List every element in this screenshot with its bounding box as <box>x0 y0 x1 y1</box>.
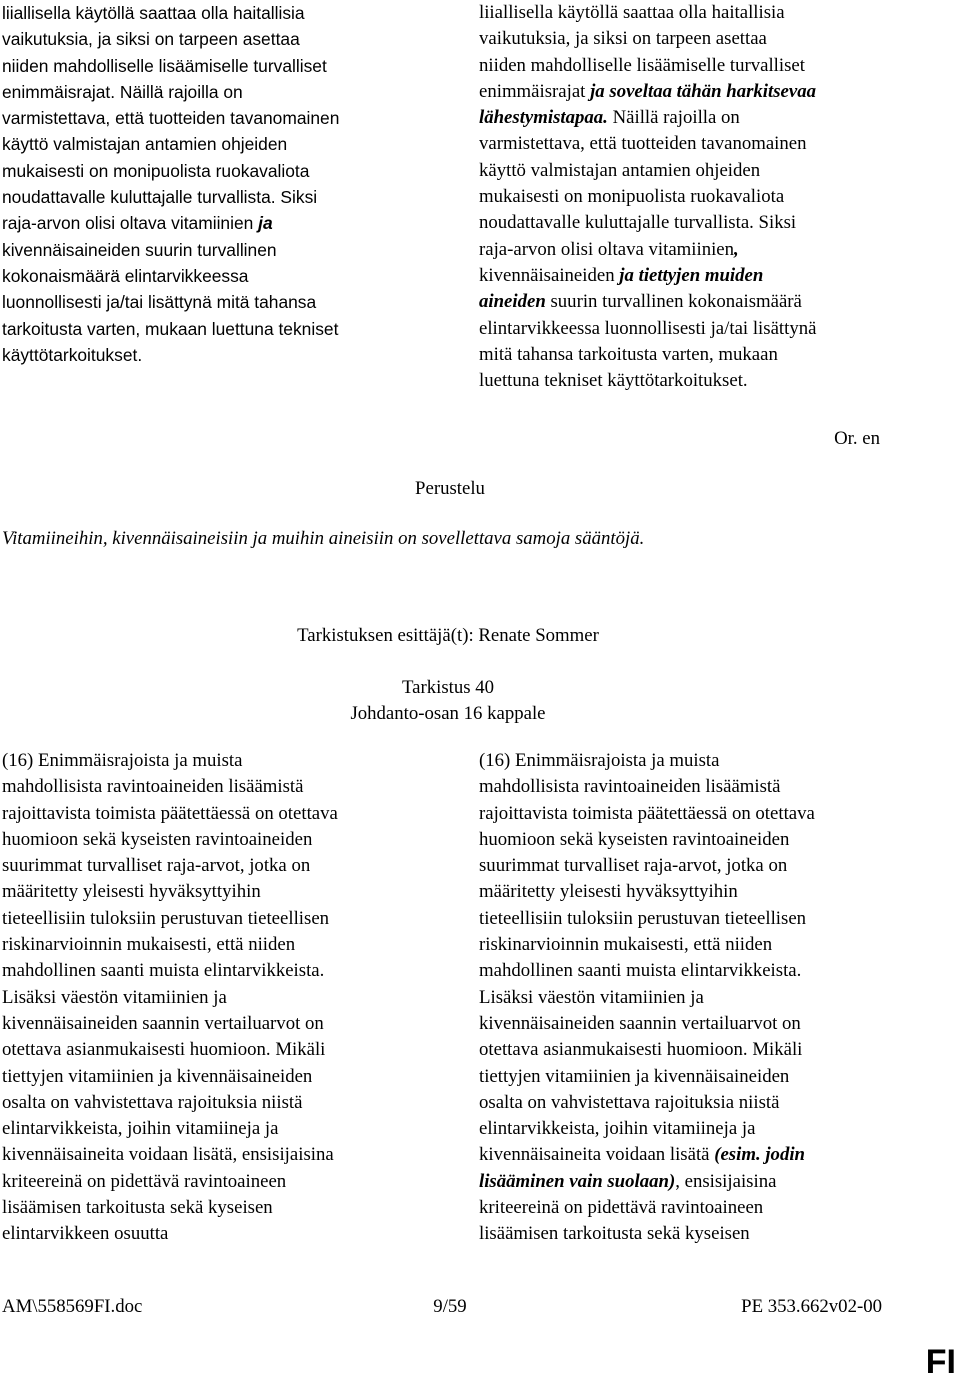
text-line: määritetty yleisesti hyväksyttyihin <box>479 881 738 903</box>
text-line: huomioon sekä kyseisten ravintoaineiden <box>479 828 790 850</box>
text-line: osalta on vahvistettava rajoituksia niistä <box>2 1091 303 1113</box>
emphasis-text: lähestymistapaa. <box>479 107 608 129</box>
text-line: noudattavalle kuluttajalle turvallista. Siksi <box>479 212 797 234</box>
text-line: suurin turvallinen kokonaismäärä <box>545 291 802 313</box>
text-line: Näillä rajoilla on <box>607 107 740 129</box>
text-line: elintarvikkeista, joihin vitamiineja ja <box>479 1118 756 1140</box>
text-line: määritetty yleisesti hyväksyttyihin <box>2 881 261 903</box>
text-line: mukaisesti on monipuolista ruokavaliota <box>2 160 310 181</box>
text-line: lisäämisen tarkoitusta sekä kyseisen <box>479 1223 750 1245</box>
text-line: otettava asianmukaisesti huomioon. Mikäli <box>2 1039 326 1061</box>
text-line: kriteereinä on pidettävä ravintoaineen <box>2 1170 287 1192</box>
text-line: rajoittavista toimista päätettäessä on otettava <box>2 802 338 824</box>
text-line: kivennäisaineiden saannin vertailuarvot on <box>479 1012 801 1034</box>
justification-heading: Perustelu <box>415 478 485 499</box>
top-right-amended-text <box>479 0 919 394</box>
text-line: (16) Enimmäisrajoista ja muista <box>479 750 720 771</box>
text-line: varmistettava, että tuotteiden tavanomainen <box>479 133 807 155</box>
text-line: riskinarvioinnin mukaisesti, että niiden <box>2 934 296 956</box>
emphasis-text: ja soveltaa tähän harkitsevaa <box>590 80 817 102</box>
text-line: luettuna tekniset käyttötarkoitukset. <box>479 370 748 392</box>
text-line: liiallisella käytöllä saattaa olla haitallisia <box>479 2 785 23</box>
text-line: elintarvikkeen osuutta <box>2 1223 169 1245</box>
amendment-recital: Johdanto-osan 16 kappale <box>350 703 546 724</box>
amendment-number: Tarkistus 40 <box>401 677 495 698</box>
footer-page-number: 9/59 <box>433 1296 467 1317</box>
top-left-original-text <box>2 0 442 368</box>
text-line: raja-arvon olisi oltava vitamiinien <box>2 213 259 234</box>
text-line: Lisäksi väestön vitamiinien ja <box>2 986 227 1008</box>
footer-pe-reference: PE 353.662v02-00 <box>741 1296 882 1317</box>
text-line: käyttötarkoitukset. <box>2 344 143 365</box>
text-line: kivennäisaineiden suurin turvallinen <box>2 239 277 260</box>
text-line: kivennäisaineita voidaan lisätä, ensisijaisina <box>2 1144 334 1166</box>
text-line: mitä tahansa tarkoitusta varten, mukaan <box>479 343 778 365</box>
text-line: tieteellisiin tuloksiin perustuvan tieteellisen <box>479 907 807 929</box>
text-line: huomioon sekä kyseisten ravintoaineiden <box>2 828 313 850</box>
text-line: (16) Enimmäisrajoista ja muista <box>2 750 243 771</box>
text-line: , ensisijaisina <box>675 1170 777 1192</box>
emphasis-text: , <box>734 238 739 260</box>
text-line: osalta on vahvistettava rajoituksia niistä <box>479 1091 780 1113</box>
text-line: suurimmat turvalliset raja-arvot, jotka on <box>479 855 788 877</box>
text-line: enimmäisrajat. Näillä rajoilla on <box>2 81 243 102</box>
text-line: varmistettava, että tuotteiden tavanomainen <box>2 108 340 129</box>
bottom-right-amended-text <box>479 748 919 1248</box>
text-line: kokonaismäärä elintarvikkeessa <box>2 265 249 286</box>
emphasis-text: ja <box>258 213 273 234</box>
text-line: mahdollinen saanti muista elintarvikkeista. <box>479 960 802 982</box>
text-line: vaikutuksia, ja siksi on tarpeen asettaa <box>479 28 767 50</box>
text-line: tiettyjen vitamiinien ja kivennäisaineiden <box>479 1065 790 1087</box>
text-line: riskinarvioinnin mukaisesti, että niiden <box>479 934 773 956</box>
text-line: mahdollisista ravintoaineiden lisäämistä <box>2 776 304 798</box>
text-line: tieteellisiin tuloksiin perustuvan tieteellisen <box>2 907 330 929</box>
text-line: käyttö valmistajan antamien ohjeiden <box>479 159 761 181</box>
text-line: elintarvikkeessa luonnollisesti ja/tai lisättynä <box>479 317 817 339</box>
text-line: liiallisella käytöllä saattaa olla haitallisia <box>2 3 305 23</box>
bottom-left-original-text <box>2 748 442 1248</box>
text-line: niiden mahdolliselle lisäämiselle turvalliset <box>2 55 327 76</box>
text-line: kriteereinä on pidettävä ravintoaineen <box>479 1197 764 1219</box>
text-line: niiden mahdolliselle lisäämiselle turvalliset <box>479 54 805 76</box>
text-line: kivennäisaineita voidaan lisätä <box>479 1144 715 1166</box>
text-line: vaikutuksia, ja siksi on tarpeen asettaa <box>2 29 300 50</box>
text-line: otettava asianmukaisesti huomioon. Mikäli <box>479 1039 803 1061</box>
justification-text: Vitamiineihin, kivennäisaineisiin ja muihin aineisiin on sovellettava samoja sääntöjä. <box>2 528 645 549</box>
text-line: tiettyjen vitamiinien ja kivennäisaineiden <box>2 1065 313 1087</box>
text-line: enimmäisrajat <box>479 80 591 102</box>
emphasis-text: aineiden <box>479 291 546 313</box>
emphasis-text: (esim. jodin <box>714 1144 805 1166</box>
text-line: luonnollisesti ja/tai lisättynä mitä tahansa <box>2 292 317 313</box>
amendment-author: Tarkistuksen esittäjä(t): Renate Sommer <box>297 625 599 646</box>
text-line: mukaisesti on monipuolista ruokavaliota <box>479 186 785 208</box>
amendment-title <box>0 675 896 727</box>
text-line: mahdollinen saanti muista elintarvikkeista. <box>2 960 325 982</box>
text-line: elintarvikkeista, joihin vitamiineja ja <box>2 1118 279 1140</box>
text-line: suurimmat turvalliset raja-arvot, jotka on <box>2 855 311 877</box>
text-line: tarkoitusta varten, mukaan luettuna tekniset <box>2 318 339 339</box>
text-line: mahdollisista ravintoaineiden lisäämistä <box>479 776 781 798</box>
emphasis-text: lisääminen vain suolaan) <box>479 1170 676 1192</box>
text-line: lisäämisen tarkoitusta sekä kyseisen <box>2 1197 273 1219</box>
text-line: rajoittavista toimista päätettäessä on otettava <box>479 802 815 824</box>
footer-document-reference: AM\558569FI.doc <box>2 1296 143 1317</box>
text-line: raja-arvon olisi oltava vitamiinien <box>479 238 735 260</box>
text-line: kivennäisaineiden <box>479 264 620 286</box>
text-line: noudattavalle kuluttajalle turvallista. Siksi <box>2 187 318 208</box>
emphasis-text: ja tiettyjen muiden <box>619 264 764 286</box>
text-line: Lisäksi väestön vitamiinien ja <box>479 986 704 1008</box>
original-language-label: Or. en <box>834 428 880 449</box>
text-line: käyttö valmistajan antamien ohjeiden <box>2 134 288 155</box>
language-code: FI <box>925 1343 956 1381</box>
text-line: kivennäisaineiden saannin vertailuarvot on <box>2 1012 324 1034</box>
